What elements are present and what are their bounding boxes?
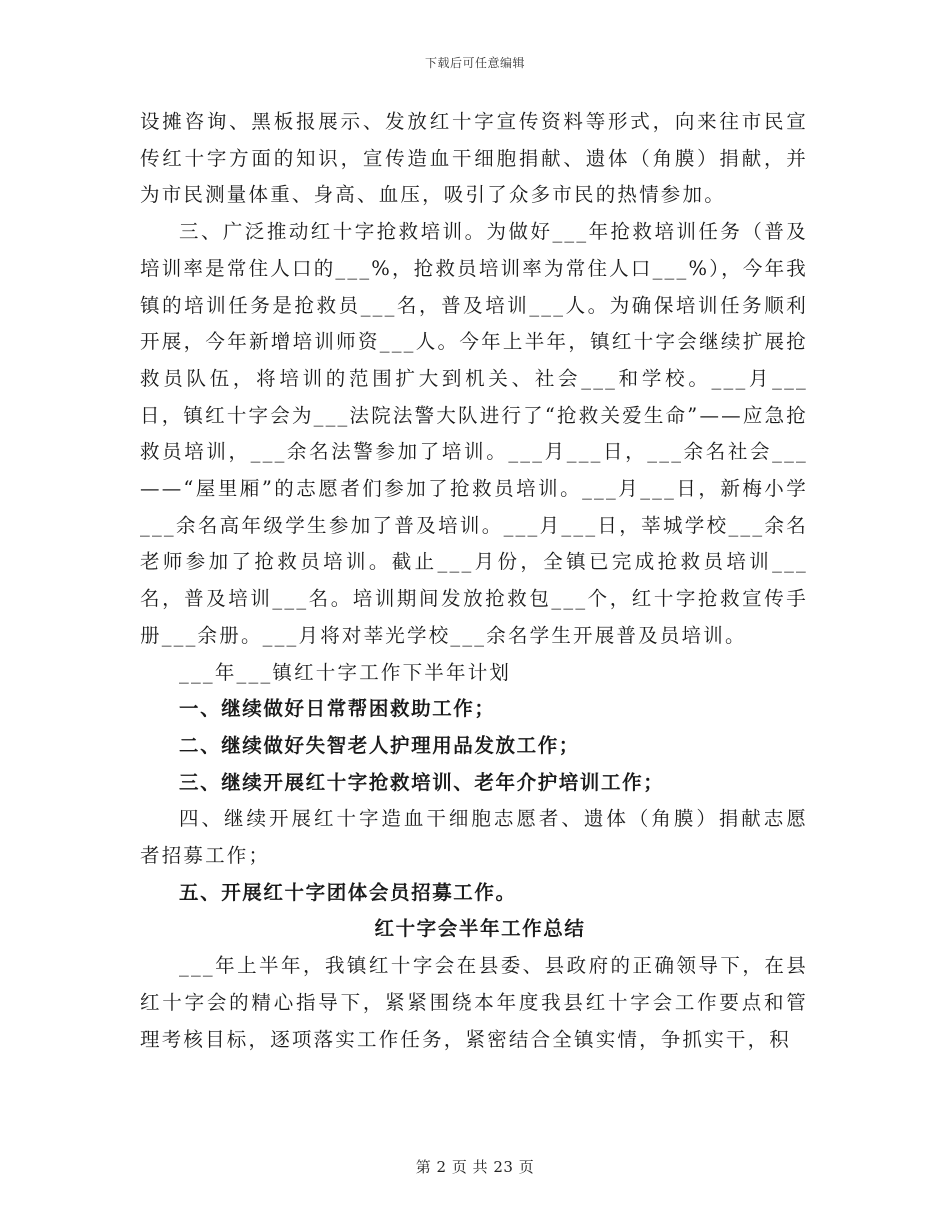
plan-item-3: 三、继续开展红十字抢救培训、老年介护培训工作；: [179, 770, 665, 794]
document-body: [140, 104, 808, 1058]
paragraph-training: 三、广泛推动红十字抢救培训。为做好___年抢救培训任务（普及培训率是常住人口的___%，抢救员培训率为常住人口___%），今年我镇的培训任务是抢救员___名，普及培训___人。为确保培训任务顺利开展，今年新增培训师资___人。今年上半年，镇红十字会继续扩展抢救员队伍，将培训的范围扩大到机关、社会___和学校。___月___日，镇红十字会为___法院法警大队进行了“抢救关爱生命”——应急抢救员培训，___余名法警参加了培训。___月___日，___余名社会___——“屋里厢”的志愿者们参加了抢救员培训。___月___日，新梅小学___余名高年级学生参加了普及培训。___月___日，莘城学校___余名老师参加了抢救员培训。截止___月份，全镇已完成抢救员培训___名，普及培训___名。培训期间发放抢救包___个，红十字抢救宣传手册___余册。___月将对莘光学校___余名学生开展普及员培训。: [140, 220, 808, 647]
paragraph-summary-intro: ___年上半年，我镇红十字会在县委、县政府的正确领导下，在县红十字会的精心指导下，紧紧围绕本年度我县红十字会工作要点和管理考核目标，逐项落实工作任务，紧密结合全镇实情，争抓实干，积: [140, 954, 808, 1051]
plan-item-4: 四、继续开展红十字造血干细胞志愿者、遗体（角膜）捐献志愿者招募工作；: [140, 807, 808, 868]
section-title: 红十字会半年工作总结: [374, 917, 586, 941]
paragraph-continuation: 设摊咨询、黑板报展示、发放红十字宣传资料等形式，向来往市民宣传红十字方面的知识，宣传造血干细胞捐献、遗体（角膜）捐献，并为市民测量体重、身高、血压，吸引了众多市民的热情参加。: [140, 110, 808, 207]
page-number: 第 2 页 共 23 页: [415, 1158, 535, 1176]
page-header: 下载后可任意编辑: [424, 56, 525, 70]
plan-item-1: 一、继续做好日常帮困救助工作；: [179, 697, 496, 721]
plan-item-5: 五、开展红十字团体会员招募工作。: [179, 880, 517, 904]
plan-item-2: 二、继续做好失智老人护理用品发放工作；: [179, 733, 580, 757]
plan-heading: ___年___镇红十字工作下半年计划: [179, 660, 512, 684]
